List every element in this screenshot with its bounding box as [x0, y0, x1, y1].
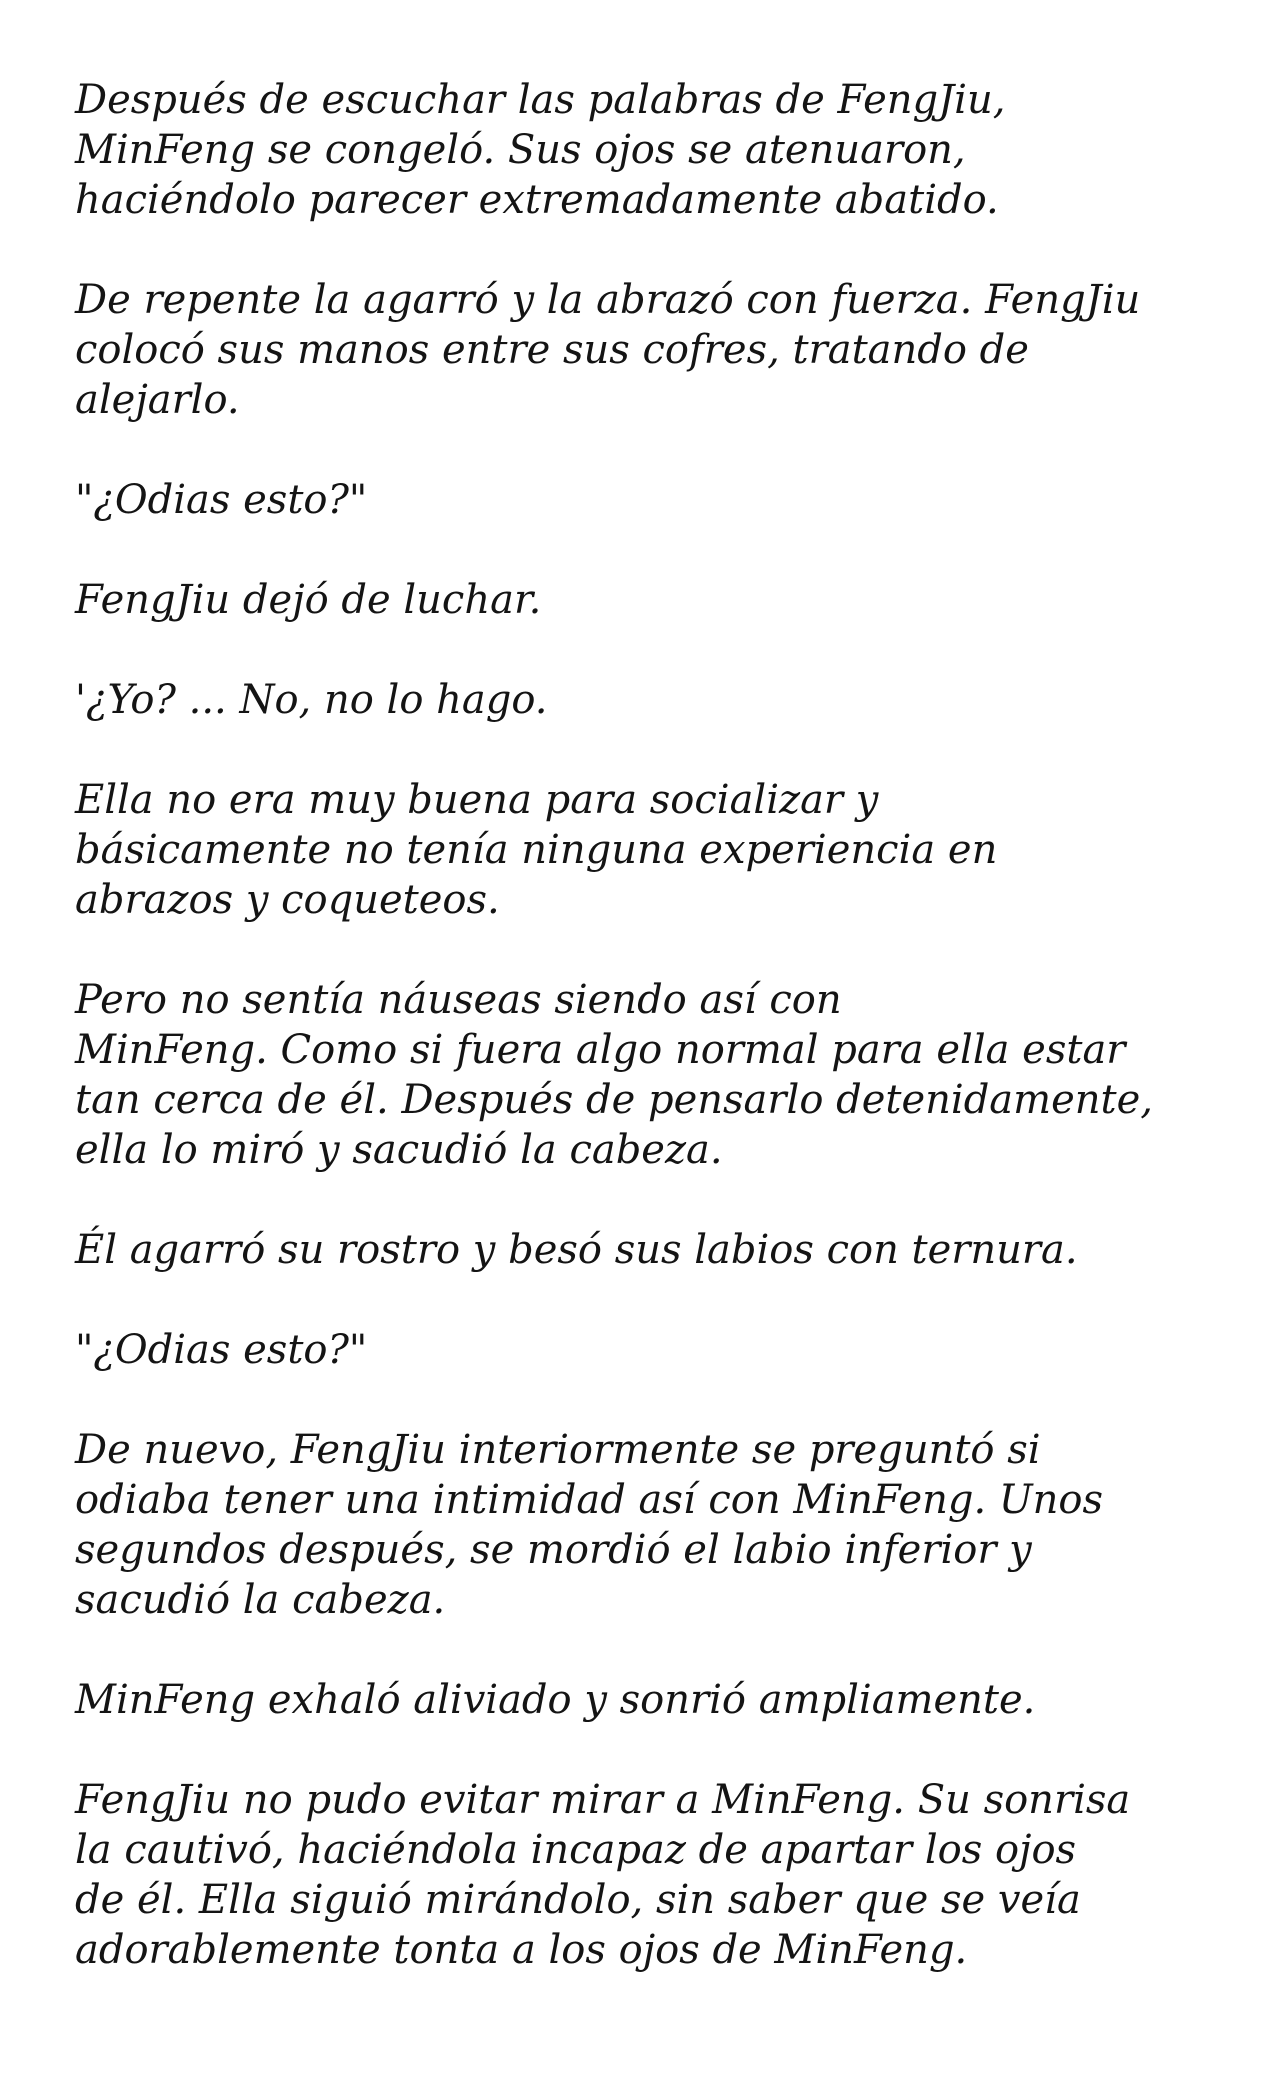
- text-line: alejarlo.: [75, 377, 240, 423]
- text-line: "¿Odias esto?": [75, 477, 368, 523]
- paragraph: [75, 975, 1225, 1175]
- text-line: tan cerca de él. Después de pensarlo detenidamente,: [75, 1077, 1153, 1123]
- text-line: abrazos y coqueteos.: [75, 877, 500, 923]
- text-line: FengJiu dejó de luchar.: [75, 577, 542, 623]
- text-line: Ella no era muy buena para socializar y: [75, 777, 879, 823]
- text-line: ella lo miró y sacudió la cabeza.: [75, 1127, 723, 1173]
- text-line: adorablemente tonta a los ojos de MinFeng.: [75, 1927, 968, 1973]
- text-line: De repente la agarró y la abrazó con fuerza. FengJiu: [75, 277, 1141, 323]
- text-line: MinFeng. Como si fuera algo normal para ella estar: [75, 1027, 1126, 1073]
- text-line: básicamente no tenía ninguna experiencia en: [75, 827, 998, 873]
- text-line: '¿Yo? ... No, no lo hago.: [75, 677, 548, 723]
- text-line: colocó sus manos entre sus cofres, tratando de: [75, 327, 1029, 373]
- text-line: sacudió la cabeza.: [75, 1577, 446, 1623]
- text-line: haciéndolo parecer extremadamente abatido.: [75, 177, 999, 223]
- text-line: la cautivó, haciéndola incapaz de apartar los ojos: [75, 1827, 1077, 1873]
- paragraph: [75, 1325, 1225, 1375]
- text-line: Pero no sentía náuseas siendo así con: [75, 977, 842, 1023]
- paragraph: [75, 575, 1225, 625]
- text-line: odiaba tener una intimidad así con MinFeng. Unos: [75, 1477, 1103, 1523]
- text-line: "¿Odias esto?": [75, 1327, 368, 1373]
- text-line: segundos después, se mordió el labio inferior y: [75, 1527, 1032, 1573]
- paragraph: [75, 1675, 1225, 1725]
- text-line: De nuevo, FengJiu interiormente se preguntó si: [75, 1427, 1041, 1473]
- paragraph: [75, 775, 1225, 925]
- paragraph: [75, 275, 1225, 425]
- paragraph: [75, 1775, 1225, 1975]
- paragraph: [75, 75, 1225, 225]
- text-line: de él. Ella siguió mirándolo, sin saber que se veía: [75, 1877, 1081, 1923]
- text-line: MinFeng exhaló aliviado y sonrió ampliamente.: [75, 1677, 1036, 1723]
- paragraph: [75, 1225, 1225, 1275]
- text-line: MinFeng se congeló. Sus ojos se atenuaron,: [75, 127, 966, 173]
- paragraph: [75, 675, 1225, 725]
- text-line: FengJiu no pudo evitar mirar a MinFeng. Su sonrisa: [75, 1777, 1131, 1823]
- text-line: Después de escuchar las palabras de FengJiu,: [75, 77, 1006, 123]
- text-line: Él agarró su rostro y besó sus labios con ternura.: [75, 1227, 1078, 1273]
- paragraph: [75, 475, 1225, 525]
- paragraph: [75, 1425, 1225, 1625]
- document-body: [75, 75, 1225, 2025]
